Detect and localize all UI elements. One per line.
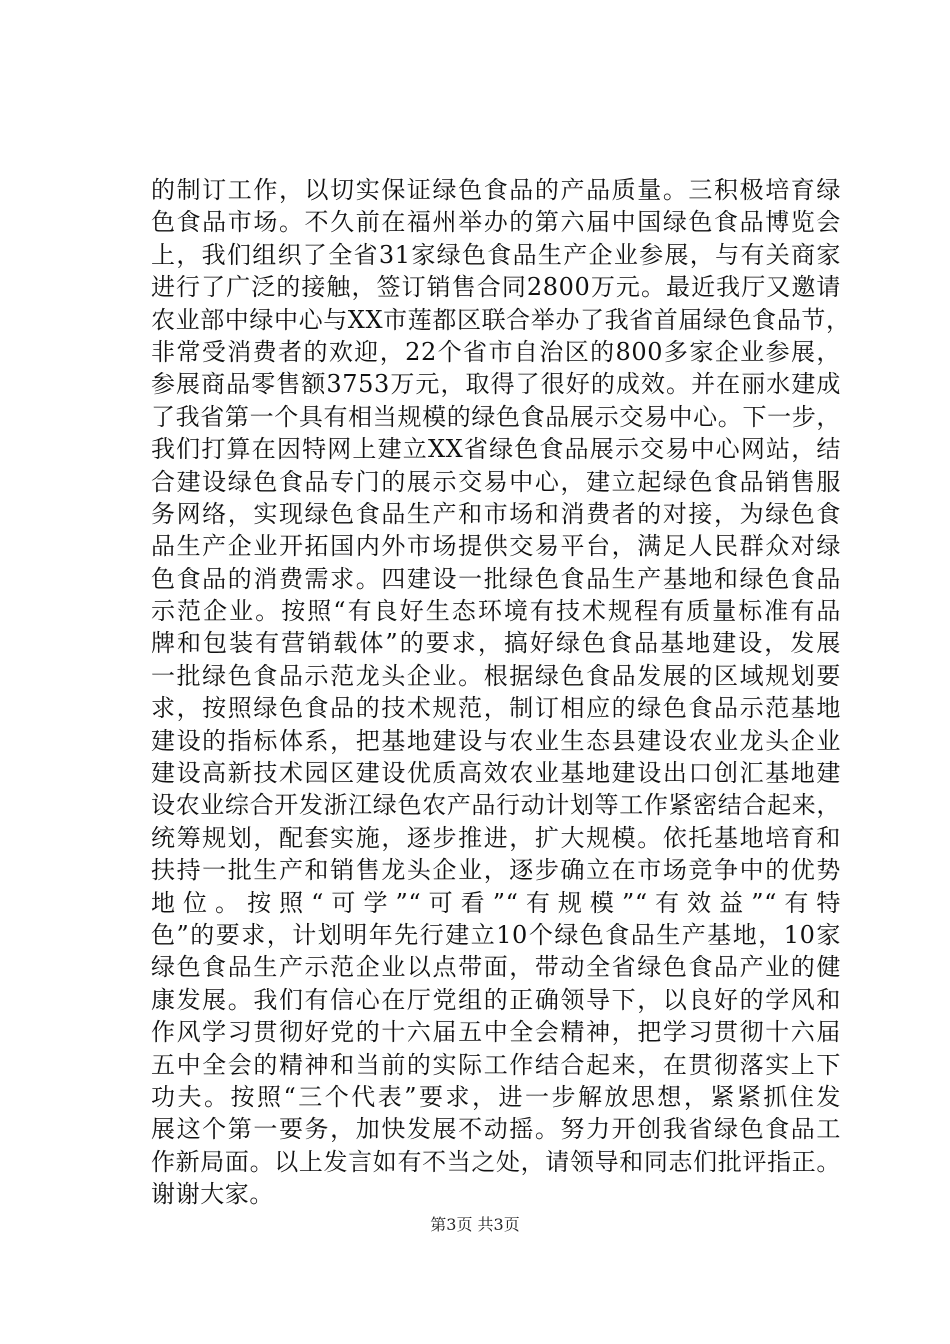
text-line: 品生产企业开拓国内外市场提供交易平台，满足人民群众对绿	[151, 532, 841, 561]
text-line: 我们打算在因特网上建立XX省绿色食品展示交易中心网站，结	[151, 435, 841, 464]
page-number-label: 第3页 共3页	[430, 1215, 520, 1234]
text-line: 色食品市场。不久前在福州举办的第六届中国绿色食品博览会	[151, 208, 841, 237]
text-line: 非常受消费者的欢迎，22个省市自治区的800多家企业参展，	[151, 337, 841, 366]
text-line: 康发展。我们有信心在厅党组的正确领导下，以良好的学风和	[151, 985, 841, 1014]
text-line: 作风学习贯彻好党的十六届五中全会精神，把学习贯彻十六届	[151, 1018, 841, 1047]
text-line: 作新局面。以上发言如有不当之处，请领导和同志们批评指正。	[151, 1147, 841, 1176]
text-line: 参展商品零售额3753万元，取得了很好的成效。并在丽水建成	[151, 370, 841, 399]
text-line: 五中全会的精神和当前的实际工作结合起来，在贯彻落实上下	[151, 1050, 841, 1079]
text-line: 农业部中绿中心与XX市莲都区联合举办了我省首届绿色食品节，	[151, 305, 851, 334]
page-footer	[0, 1215, 950, 1235]
text-line: 谢谢大家。	[151, 1180, 274, 1209]
text-line: 一批绿色食品示范龙头企业。根据绿色食品发展的区域规划要	[151, 661, 841, 690]
text-line: 功夫。按照“三个代表”要求，进一步解放思想，紧紧抓住发	[151, 1082, 841, 1111]
text-line: 色食品的消费需求。四建设一批绿色食品生产基地和绿色食品	[151, 564, 841, 593]
text-line: 务网络，实现绿色食品生产和市场和消费者的对接，为绿色食	[151, 499, 841, 528]
text-line: 设农业综合开发浙江绿色农产品行动计划等工作紧密结合起来，	[151, 791, 841, 820]
document-body	[151, 174, 851, 1211]
text-line: 进行了广泛的接触，签订销售合同2800万元。最近我厅又邀请	[151, 273, 841, 302]
text-line: 地位。按照“可学”“可看”“有规模”“有效益”“有特	[151, 888, 841, 917]
text-line: 示范企业。按照“有良好生态环境有技术规程有质量标准有品	[151, 597, 841, 626]
text-line: 了我省第一个具有相当规模的绿色食品展示交易中心。下一步，	[151, 402, 841, 431]
text-line: 建设高新技术园区建设优质高效农业基地建设出口创汇基地建	[151, 759, 841, 788]
text-line: 绿色食品生产示范企业以点带面，带动全省绿色食品产业的健	[151, 953, 841, 982]
text-line: 色”的要求，计划明年先行建立10个绿色食品生产基地，10家	[151, 920, 841, 949]
text-line: 上，我们组织了全省31家绿色食品生产企业参展，与有关商家	[151, 240, 841, 269]
text-line: 求，按照绿色食品的技术规范，制订相应的绿色食品示范基地	[151, 694, 841, 723]
text-line: 的制订工作，以切实保证绿色食品的产品质量。三积极培育绿	[151, 176, 841, 204]
text-line: 统筹规划，配套实施，逐步推进，扩大规模。依托基地培育和	[151, 823, 841, 852]
text-line: 建设的指标体系，把基地建设与农业生态县建设农业龙头企业	[151, 726, 841, 755]
text-line: 合建设绿色食品专门的展示交易中心，建立起绿色食品销售服	[151, 467, 841, 496]
text-line: 展这个第一要务，加快发展不动摇。努力开创我省绿色食品工	[151, 1115, 841, 1144]
text-line: 牌和包装有营销载体”的要求，搞好绿色食品基地建设，发展	[151, 629, 841, 658]
text-line: 扶持一批生产和销售龙头企业，逐步确立在市场竞争中的优势	[151, 856, 841, 885]
